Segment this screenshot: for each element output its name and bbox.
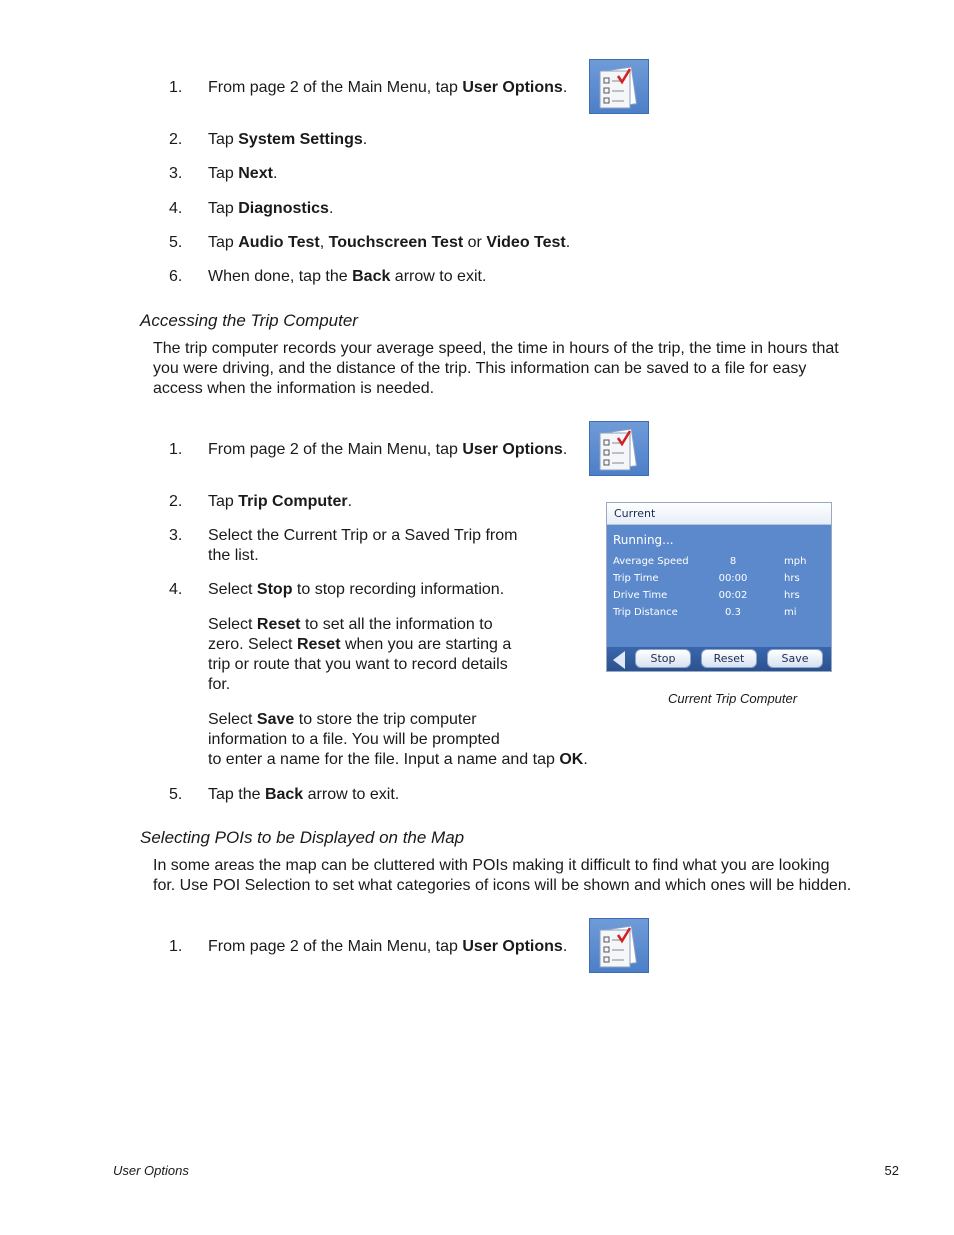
save-paragraph: Select Save to store the trip computer information to a file. You will be prompted to enter a name for the file. Input a name and tap OK. xyxy=(208,711,588,768)
save-button[interactable]: Save xyxy=(767,649,823,668)
reset-paragraph: Select Reset to set all the information to zero. Select Reset when you are starting a trip or route that you want to record details for. xyxy=(208,616,512,693)
device-row-drive-time: Drive Time 00:02 hrs xyxy=(613,590,800,601)
poi-intro: In some areas the map can be cluttered with POIs making it difficult to find what you are looking for. Use POI Selection to set what categories of icons will be shown and which ones will be hidden. xyxy=(153,857,852,894)
device-button-bar xyxy=(607,647,831,671)
trip-computer-screenshot xyxy=(606,502,832,672)
device-row-trip-time: Trip Time 00:00 hrs xyxy=(613,573,800,584)
device-header: Current xyxy=(607,503,831,525)
page-number: 52 xyxy=(884,1163,899,1178)
device-row-average-speed: Average Speed 8 mph xyxy=(613,556,807,567)
device-status: Running... xyxy=(613,533,674,547)
back-arrow-icon[interactable] xyxy=(613,651,625,669)
section-heading-trip-computer: Accessing the Trip Computer xyxy=(140,311,358,330)
user-options-icon xyxy=(589,918,649,973)
trip-computer-intro: The trip computer records your average speed, the time in hours of the trip, the time in hours that you were driving, and the distance of the trip. This information can be saved to a file for easy access when the information is needed. xyxy=(153,340,839,397)
figure-caption: Current Trip Computer xyxy=(668,691,798,706)
user-options-icon xyxy=(589,59,649,114)
footer-section-title: User Options xyxy=(113,1163,189,1178)
device-row-trip-distance: Trip Distance 0.3 mi xyxy=(613,607,797,618)
user-options-icon xyxy=(589,421,649,476)
stop-button[interactable]: Stop xyxy=(635,649,691,668)
section-heading-poi: Selecting POIs to be Displayed on the Map xyxy=(140,828,465,847)
reset-button[interactable]: Reset xyxy=(701,649,757,668)
